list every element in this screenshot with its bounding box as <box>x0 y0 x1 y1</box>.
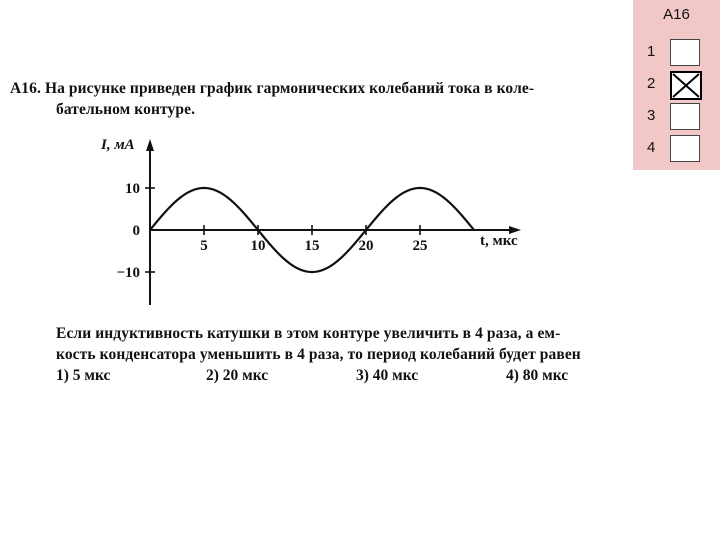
y-tick-label: 10 <box>125 181 140 197</box>
y-tick-label: −10 <box>116 265 140 281</box>
x-tick-label: 15 <box>304 238 320 254</box>
cross-mark-icon <box>672 73 700 98</box>
question-text-line-2: бательном контуре. <box>56 101 196 118</box>
x-axis-label: t, мкс <box>480 233 518 249</box>
answer-option-3[interactable]: 3) 40 мкс <box>356 367 419 384</box>
answer-option-4[interactable]: 4) 80 мкс <box>506 367 569 384</box>
y-axis-arrow <box>146 139 154 151</box>
option-number: 3 <box>647 107 656 124</box>
answer-panel <box>633 0 720 170</box>
answer-option-1[interactable]: 1) 5 мкс <box>56 367 111 384</box>
condition-text-line-2: кость конденсатора уменьшить в 4 раза, то период колебаний будет равен <box>56 346 581 363</box>
answer-options <box>56 367 616 387</box>
option-number: 4 <box>647 139 656 156</box>
panel-title: А16 <box>663 6 690 23</box>
option-checkbox-2[interactable] <box>670 71 702 100</box>
option-number: 1 <box>647 43 656 60</box>
condition-text-line-1: Если индуктивность катушки в этом контуре увеличить в 4 раза, а ем- <box>56 325 561 342</box>
option-number: 2 <box>647 75 656 92</box>
option-checkbox-1[interactable] <box>670 39 700 66</box>
option-row-1 <box>633 37 720 67</box>
option-row-2 <box>633 69 720 99</box>
y-axis-label: I, мА <box>101 137 135 153</box>
x-tick-label: 5 <box>200 238 208 254</box>
current-oscillation-graph <box>95 130 535 305</box>
option-checkbox-3[interactable] <box>670 103 700 130</box>
option-checkbox-4[interactable] <box>670 135 700 162</box>
question-text-line-1: А16. На рисунке приведен график гармонических колебаний тока в коле- <box>10 80 535 97</box>
option-row-3 <box>633 101 720 131</box>
x-tick-label: 20 <box>358 238 374 254</box>
answer-option-2[interactable]: 2) 20 мкс <box>206 367 269 384</box>
y-tick-label: 0 <box>132 223 140 239</box>
option-row-4 <box>633 133 720 163</box>
x-tick-label: 10 <box>250 238 266 254</box>
x-tick-label: 25 <box>412 238 428 254</box>
